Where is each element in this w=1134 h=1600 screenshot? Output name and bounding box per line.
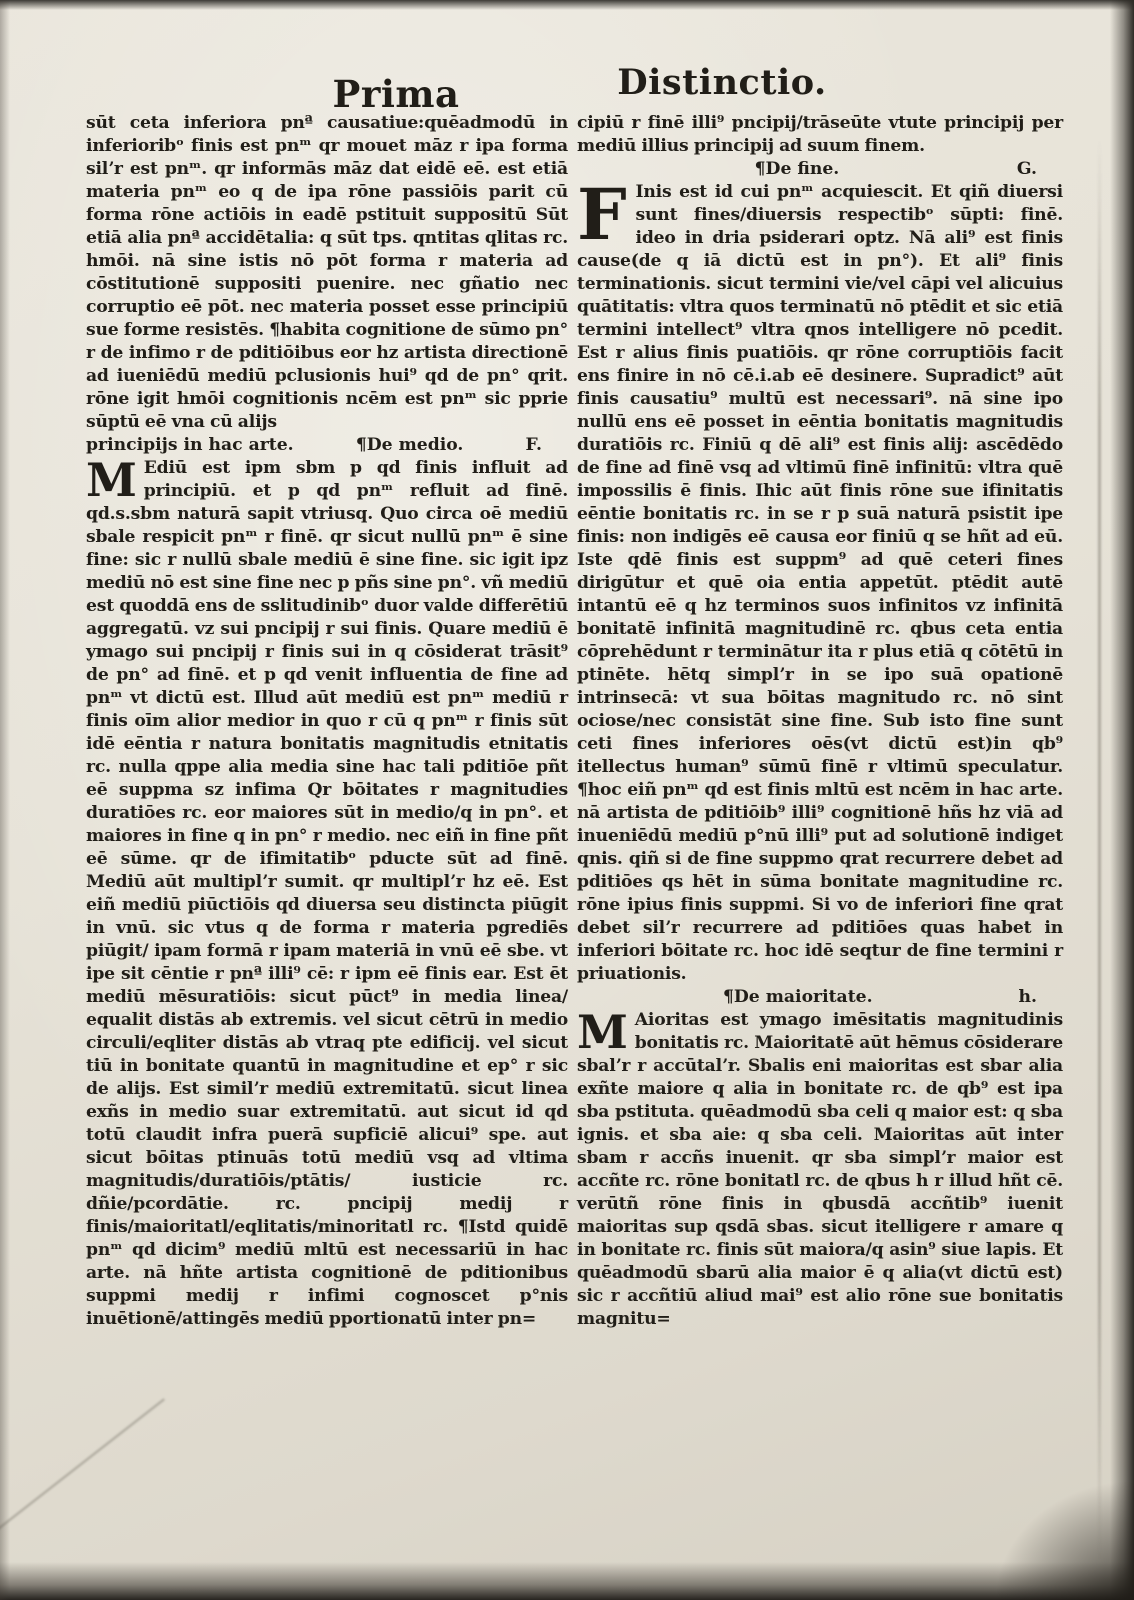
diagonal-crease <box>0 1398 165 1560</box>
drop-cap: M <box>86 453 137 507</box>
heading-letter: h. <box>1018 987 1037 1007</box>
text-column-right <box>577 112 1063 1331</box>
heading-lead: principijs in hac arte. <box>86 435 294 455</box>
section-heading <box>577 158 1063 181</box>
heading-title: ¶De maioritate. <box>722 987 873 1007</box>
heading-title: ¶De fine. <box>754 159 840 179</box>
page-edge-right <box>1110 0 1134 1600</box>
page-corner-shadow <box>994 1480 1134 1600</box>
text-paragraph: M Ediū est ipm sbm p qd finis influit ad principiū. et p qd pnᵐ refluit ad finē. qd.s.sbm naturā sapit vtriusq. Quo circa oē mediū sbale respicit pnᵐ r finē. qr sicut nullū pnᵐ ē sine fine: sic r nullū sbale mediū ē sine fine. sic igit ipz mediū nō est sine fine nec p pñs sine pn°. vñ mediū est quoddā ens de sslitudinibᵒ duor valde differētiū aggregatū. vz sui pncipij r sui finis. Quare mediū ē ymago sui pncipij r finis sui in q cōsiderat trāsit⁹ de pn° ad finē. et p qd venit influentia de fine ad pnᵐ vt dictū est. Illud aūt mediū est pnᵐ mediū r finis oīm alior medior in quo r cū q pnᵐ r finis sūt idē eēntia r natura bonitatis magnitudis etnitatis rc. nulla qppe alia media sine hac tali pditiōe pñt eē suppma sz infima Qr bōitates r magnitudies duratiōes rc. eor maiores sūt in medio/q in pn°. et maiores in fine q in pn° r medio. nec eiñ in fine pñt eē sūme. qr de ifimitatibᵒ pducte sūt ad finē. Mediū aūt multiplʼr sumit. qr multiplʼr hz eē. Est eiñ mediū piūctiōis qd diuersa seu distincta piūgit in vnū. sic vtus q de forma r materia pgrediēs piūgit/ ipam formā r ipam materiā in vnū eē sbe. vt ipe sit cēntie r pnª illi⁹ cē: r ipm eē finis ear. Est ēt mediū mēsuratiōis: sicut pūct⁹ in media linea/ equalit distās ab extremis. vel sicut cētrū in medio circuli/eqliter distās ab vtraq pte edificij. vel sicut tiū in bonitate quantū in magnitudine et ep° r sic de alijs. Est similʼr mediū extremitatū. sicut linea exñs in medio suar extremitatū. aut sicut id qd totū claudit infra puerā supficiē alicui⁹ spe. aut sicut bōitas ptinuās totū mediū vsq ad vltima magnitudis/duratiōis/ptātis/ iusticie rc. dñie/pcordātie. rc. pncipij medij r finis/maioritatl/eqlitatis/minoritatl rc. ¶Istd quidē pnᵐ qd dicim⁹ mediū mltū est necessariū in hac arte. nā hñte artista cognitionē de pditionibus suppmi medij r infimi cognoscet p°nis inuētionē/attingēs mediū pportionatū inter pn= <box>86 453 568 1329</box>
running-head-left: Prima <box>332 72 460 116</box>
text-paragraph: sūt ceta inferiora pnª causatiue:quēadmodū in inferioribᵒ finis est pnᵐ qr mouet māz r ipa forma silʼr est pnᵐ. qr informās māz dat eidē eē. est etiā materia pnᵐ eo q de ipa rōne passiōis parit cū forma rōne actiōis in eadē pstituit suppositū Sūt etiā alia pnª accidētalia: q sūt tps. qntitas qlitas rc. hmōi. nā sine istis nō pōt forma r materia ad cōstitutionē suppositi puenire. nec gñatio nec corruptio eē pōt. nec materia posset esse principiū sue forme resistēs. ¶habita cognitione de sūmo pn° r de infimo r de pditiōibus eor hz artista directionē ad iueniēdū mediū pclusionis hui⁹ qd de pn° qrit. rōne igit hmōi cognitionis ncēm est pnᵐ sic pprie sūptū eē vna cū alijs <box>86 113 568 432</box>
heading-letter: F. <box>525 435 542 455</box>
running-head-right: Distinctio. <box>617 62 827 103</box>
vertical-crease <box>1098 140 1101 1560</box>
section-heading <box>577 986 1063 1009</box>
heading-letter: G. <box>1016 159 1037 179</box>
text-column-left <box>86 112 568 1331</box>
text-paragraph: F Inis est id cui pnᵐ acquiescit. Et qiñ diuersi sunt fines/diuersis respectibᵒ sūpti: finē. ideo in dria psiderari optz. Nā ali⁹ est finis cause(de q iā dictū est in pn°). Et ali⁹ finis terminationis. sicut termini vie/vel cāpi vel alicuius quātitatis: vltra quos terminatū nō ptēdit et sic etiā termini intellect⁹ vltra qnos intelligere nō pcedit. Est r alius finis puatiōis. qr rōne corruptiōis facit ens finire in nō cē.i.ab eē desinere. Supradict⁹ aūt finis causatiu⁹ multū est necessari⁹. nā sine ipo nullū ens eē posset in eēntia bonitatis magnitudis duratiōis rc. Finiū q dē ali⁹ est finis alij: ascēdēdo de fine ad finē vsq ad vltimū finē infinitū: vltra quē impossilis ē finis. Ihic aūt finis rōne sue ifinitatis eēntie bonitatis rc. in se r p suā naturā psistit ipe finis: non indigēs eē causa eor finiū q se hñt ad eū. Iste qdē finis est suppm⁹ ad quē ceteri fines dirigūtur et quē oia entia appetūt. ptēdit autē intantū eē q hz terminos suos infinitos vz infinitā bonitatē infinitā magnitudinē rc. qbus ceta entia cōprehēdunt r terminātur ita r plus etiā q cōtētū in ptinēte. hētq simplʼr in se ipo suā opationē intrinsecā: vt sua bōitas magnitudo rc. nō sint ociose/nec consistāt sine fine. Sub isto fine sunt ceti fines inferiores oēs(vt dictū est)in qb⁹ itellectus human⁹ sūmū finē r vltimū speculatur. ¶hoc eiñ pnᵐ qd est finis mltū est ncēm in hac arte. nā artista de pditiōib⁹ illi⁹ cognitionē hñs hz viā ad inueniēdū mediū p°nū illi⁹ put ad solutionē indiget qnis. qiñ si de fine suppmo qrat recurrere debet ad pditiōes qs hēt in sūma bonitate magnitudine rc. rōne ipius finis suppmi. Si vo de inferiori fine qrat debet silʼr recurrere ad pditiōes quas habet in inferiori bōitate rc. hoc idē seqtur de fine termini r priuationis. <box>577 173 1063 984</box>
drop-cap: F <box>577 173 627 256</box>
page-edge-bottom <box>0 1562 1134 1600</box>
drop-cap: M <box>577 1005 628 1059</box>
text-paragraph: cipiū r finē illi⁹ pncipij/trāseūte vtute principij per mediū illius principij ad suum finem. <box>577 113 1063 156</box>
text-paragraph: M Aioritas est ymago imēsitatis magnitudinis bonitatis rc. Maioritatē aūt hēmus cōsiderare sbalʼr r accūtalʼr. Sbalis eni maioritas est sbar alia exñte maiore q alia in bonitate rc. de qb⁹ est ipa sba pstituta. quēadmodū sba celi q maior est: q sba ignis. et sba aie: q sba celi. Maioritas aūt inter sbam r accñs inuenit. qr sba simplʼr maior est accñte rc. rōne bonitatl rc. de qbus h r illud hñt cē. verūtñ rōne finis in qbusdā accñtib⁹ iuenit maioritas sup qsdā sbas. sicut itelligere r amare q in bonitate rc. finis sūt maiora/q asin⁹ siue lapis. Et quēadmodū sbarū alia maior ē q alia(vt dictū est) sic r accñtiū aliud mai⁹ est alio rōne sue bonitatis magnitu= <box>577 1005 1063 1329</box>
section-heading <box>86 434 568 457</box>
page-edge-top <box>0 0 1134 10</box>
heading-title: ¶De medio. <box>355 435 464 455</box>
page-edge-left <box>0 0 10 1600</box>
